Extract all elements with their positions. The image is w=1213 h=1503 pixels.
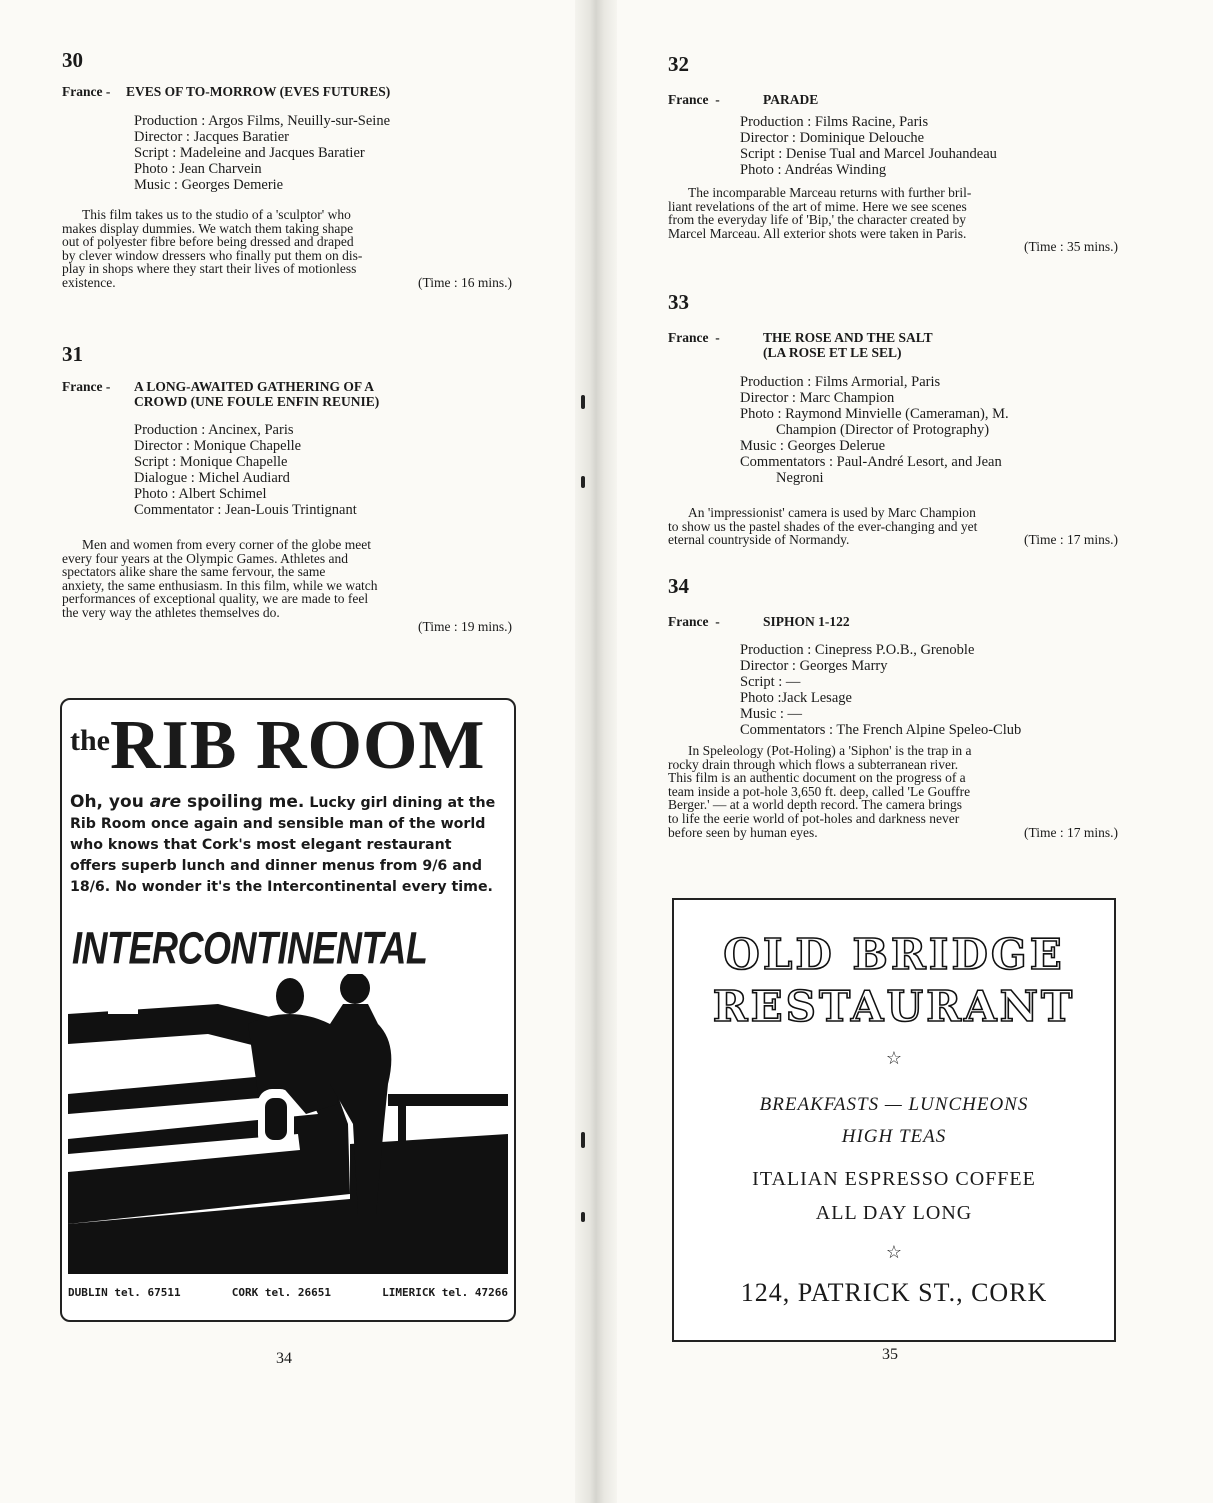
entry-description (668, 506, 1118, 547)
credit-line: Production : Films Armorial, Paris (740, 374, 941, 390)
credit-line: Music : Georges Demerie (134, 177, 284, 193)
description-line: makes display dummies. We watch them taking shape (62, 220, 354, 236)
intercontinental-brand: INTERCONTINENTAL (72, 922, 427, 974)
entry-heading (668, 92, 1123, 107)
credit-line: Script : Madeleine and Jacques Baratier (134, 145, 365, 161)
credit-line: Negroni (776, 470, 824, 486)
credit-line: Director : Marc Champion (740, 390, 895, 406)
description-line: to life the eerie world of pot-holes and darkness never (668, 810, 960, 826)
binding-mark (581, 1132, 585, 1148)
credit-line: Commentators : The French Alpine Speleo-Club (740, 722, 1022, 738)
credit-line: Champion (Director of Protography) (776, 422, 990, 438)
description-line: out of polyester fibre before being dressed and draped (62, 234, 354, 250)
page-number: 35 (882, 1346, 898, 1363)
credit-line: Script : — (740, 674, 801, 690)
credit-line: Dialogue : Michel Audiard (134, 470, 290, 486)
credit-line: Photo : Andréas Winding (740, 162, 887, 178)
description-line: Marcel Marceau. All exterior shots were taken in Paris. (668, 225, 967, 241)
description-line: before seen by human eyes. (668, 824, 818, 840)
description-line: to show us the pastel shades of the ever-changing and yet (668, 518, 978, 534)
description-line: This film is an authentic document on the progress of a (668, 770, 966, 786)
cork-phone: CORK tel. 26651 (231, 1286, 332, 1299)
couple-car-illustration (68, 974, 508, 1274)
rib-room-body: Lucky girl dining at the Rib Room once again and sensible man of the world who knows that Cork's most elegant restaurant offers superb lunch and dinner menus from 9/6 and 18/6. No wonder it's the Intercontinental every time. (70, 795, 496, 895)
entry-number: 31 (62, 342, 83, 366)
entry-heading (62, 379, 522, 409)
entry-heading (668, 614, 1123, 629)
star-icon: ☆ (885, 1048, 903, 1068)
credit-line: Production : Cinepress P.O.B., Grenoble (740, 642, 975, 658)
entry-country: France (668, 92, 709, 107)
running-time: (Time : 35 mins.) (1023, 239, 1118, 255)
entry-dash: - (715, 92, 720, 107)
meals-line: HIGH TEAS (841, 1126, 947, 1147)
credit-line: Photo : Jean Charvein (134, 161, 262, 177)
restaurant-address: 124, PATRICK ST., CORK (740, 1278, 1048, 1307)
page-number: 34 (276, 1350, 292, 1367)
entry-title: THE ROSE AND THE SALT (763, 330, 933, 345)
credit-line: Production : Ancinex, Paris (134, 422, 294, 438)
description-line: team inside a pot-hole 3,650 ft. deep, called 'Le Gouffre (668, 783, 971, 799)
description-line: performances of exceptional quality, we are made to feel (62, 591, 369, 607)
credit-line: Photo : Albert Schimel (134, 486, 267, 502)
entry-description (62, 208, 512, 290)
limerick-phone: LIMERICK tel. 47266 (382, 1286, 508, 1299)
entry-credits (134, 113, 524, 193)
restaurant-title: RESTAURANT (712, 982, 1076, 1031)
entry-credits (740, 114, 1130, 178)
entry-country: France (62, 379, 103, 394)
description-line: spectators alike share the same fervour, the same (62, 564, 326, 580)
entry-number: 32 (668, 52, 689, 76)
entry-title: (LA ROSE ET LE SEL) (763, 345, 902, 360)
lead-text: Oh, you (70, 792, 150, 812)
entry-country: France (668, 330, 709, 345)
credit-line: Photo : Raymond Minvielle (Cameraman), M. (740, 406, 1009, 422)
book-gutter (575, 0, 617, 1503)
dublin-phone: DUBLIN tel. 67511 (68, 1286, 181, 1299)
rib-room-lead (70, 792, 304, 812)
description-line: rocky drain through which flows a subterranean river. (668, 756, 959, 772)
rib-room-title (70, 706, 486, 786)
credit-line: Photo :Jack Lesage (740, 690, 852, 706)
description-line: liant revelations of the art of mime. Here we see scenes (668, 198, 967, 214)
description-line: anxiety, the same enthusiasm. In this film, while we watch (62, 577, 378, 593)
entry-heading (668, 330, 1123, 360)
credit-line: Production : Films Racine, Paris (740, 114, 929, 130)
credit-line: Script : Monique Chapelle (134, 454, 288, 470)
entry-description (668, 186, 1118, 254)
entry-dash: - (105, 84, 111, 99)
description-line: An 'impressionist' camera is used by Marc Champion (688, 505, 976, 520)
star-icon: ☆ (885, 1242, 903, 1262)
description-line: play in shops where they start their lives of motionless (62, 261, 357, 277)
entry-description (668, 744, 1118, 839)
rib-room-the: the (70, 724, 110, 757)
credit-line: Music : Georges Delerue (740, 438, 886, 454)
credit-line: Music : — (740, 706, 803, 722)
old-bridge-advertisement (672, 898, 1116, 1342)
description-line: In Speleology (Pot-Holing) a 'Siphon' is the trap in a (688, 743, 972, 758)
description-line: the very way the athletes themselves do. (62, 604, 280, 620)
entry-credits (740, 642, 1130, 738)
entry-title: A LONG-AWAITED GATHERING OF A (134, 379, 375, 394)
entry-heading (62, 84, 522, 99)
entry-dash: - (715, 330, 720, 345)
binding-mark (581, 395, 585, 409)
entry-title: EVES OF TO-MORROW (EVES FUTURES) (126, 84, 391, 99)
entry-number: 33 (668, 290, 689, 314)
running-time: (Time : 16 mins.) (417, 274, 512, 290)
description-line: existence. (62, 274, 116, 290)
entry-dash: - (715, 614, 720, 629)
entry-country: France (668, 614, 709, 629)
rib-room-copy (70, 792, 502, 898)
lead-emphasis: are (149, 792, 182, 812)
entry-country: France (62, 84, 103, 99)
binding-mark (581, 476, 585, 488)
rib-room-phone-numbers (68, 1286, 508, 1299)
credit-line: Production : Argos Films, Neuilly-sur-Seine (134, 113, 391, 129)
entry-description (62, 538, 512, 633)
description-line: every four years at the Olympic Games. Athletes and (62, 550, 349, 566)
description-line: from the everyday life of 'Bip,' the character created by (668, 212, 966, 228)
binding-mark (581, 1212, 585, 1222)
credit-line: Director : Dominique Delouche (740, 130, 925, 146)
entry-dash: - (105, 379, 111, 394)
description-line: Men and women from every corner of the globe meet (82, 537, 372, 552)
meals-line: BREAKFASTS — LUNCHEONS (759, 1094, 1029, 1115)
entry-title: CROWD (UNE FOULE ENFIN REUNIE) (134, 394, 380, 409)
credit-line: Commentators : Paul-André Lesort, and Jean (740, 454, 1002, 470)
credit-line: Director : Georges Marry (740, 658, 888, 674)
rib-room-name: RIB ROOM (110, 707, 486, 784)
rib-room-advertisement (60, 698, 516, 1322)
lead-text-end: spoiling me. (181, 792, 305, 812)
entry-number: 30 (62, 48, 83, 72)
coffee-line: ALL DAY LONG (815, 1202, 973, 1224)
description-line: Berger.' — at a world depth record. The camera brings (668, 797, 962, 813)
running-time: (Time : 17 mins.) (1023, 824, 1118, 840)
credit-line: Director : Jacques Baratier (134, 129, 289, 145)
running-time: (Time : 17 mins.) (1023, 532, 1118, 548)
entry-number: 34 (668, 574, 689, 598)
description-line: by clever window dressers who finally put them on dis- (62, 247, 363, 263)
credit-line: Director : Monique Chapelle (134, 438, 302, 454)
description-line: eternal countryside of Normandy. (668, 532, 850, 548)
credit-line: Commentator : Jean-Louis Trintignant (134, 502, 357, 518)
description-line: The incomparable Marceau returns with further bril- (688, 185, 972, 200)
description-line: This film takes us to the studio of a 'sculptor' who (82, 207, 351, 222)
entry-credits (740, 374, 1120, 486)
coffee-line: ITALIAN ESPRESSO COFFEE (752, 1168, 1036, 1190)
entry-title: PARADE (763, 92, 819, 107)
entry-title: SIPHON 1-122 (763, 614, 850, 629)
entry-credits (134, 422, 524, 518)
old-bridge-title: OLD BRIDGE (723, 930, 1065, 979)
credit-line: Script : Denise Tual and Marcel Jouhandeau (740, 146, 997, 162)
running-time: (Time : 19 mins.) (417, 618, 512, 634)
